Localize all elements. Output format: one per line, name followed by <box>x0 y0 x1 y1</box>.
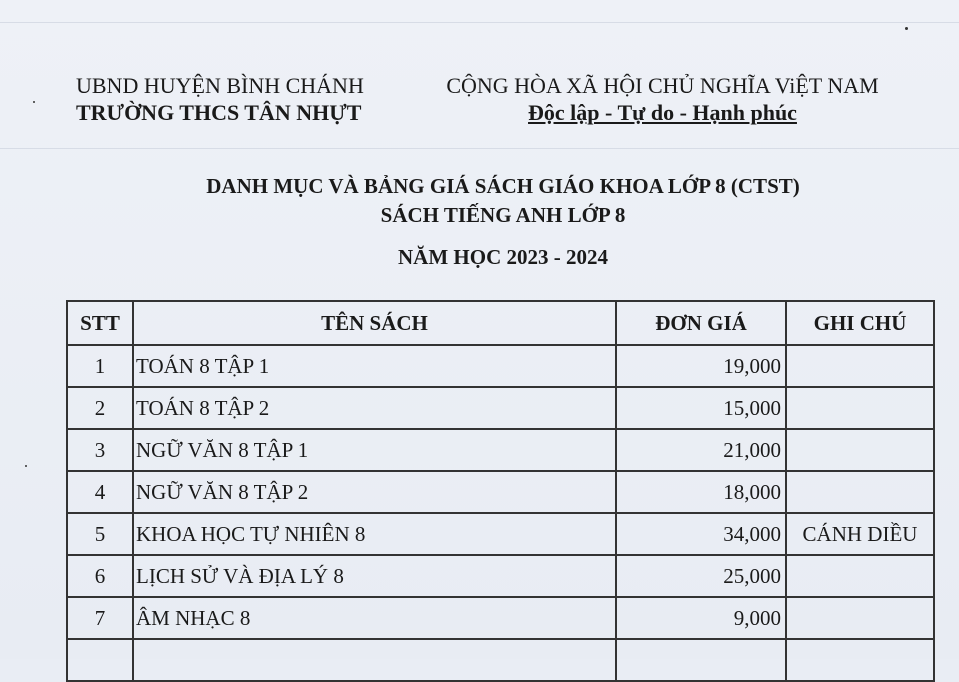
col-header-unit-price: ĐƠN GIÁ <box>616 301 786 345</box>
row-note <box>786 471 934 513</box>
national-motto-block <box>440 72 885 126</box>
row-unit-price-cut <box>616 639 786 681</box>
scan-line <box>0 148 959 149</box>
row-stt-cut <box>67 639 133 681</box>
scan-speck <box>905 27 908 30</box>
row-unit-price: 21,000 <box>616 429 786 471</box>
issuer-block <box>76 72 396 126</box>
row-note <box>786 387 934 429</box>
row-stt: 7 <box>67 597 133 639</box>
table-row-partial <box>67 639 934 681</box>
table-row <box>67 387 934 429</box>
row-unit-price: 18,000 <box>616 471 786 513</box>
row-stt: 4 <box>67 471 133 513</box>
row-book-name: TOÁN 8 TẬP 1 <box>133 345 616 387</box>
scan-speck <box>33 101 35 103</box>
motto: Độc lập - Tự do - Hạnh phúc <box>528 100 797 125</box>
row-note <box>786 597 934 639</box>
document-title: DANH MỤC VÀ BẢNG GIÁ SÁCH GIÁO KHOA LỚP 8 (CTST) <box>206 174 800 198</box>
col-header-book-name: TÊN SÁCH <box>133 301 616 345</box>
table-row <box>67 555 934 597</box>
price-table <box>66 300 935 682</box>
row-book-name: KHOA HỌC TỰ NHIÊN 8 <box>133 513 616 555</box>
row-unit-price: 15,000 <box>616 387 786 429</box>
row-book-name: TOÁN 8 TẬP 2 <box>133 387 616 429</box>
table-header-row <box>67 301 934 345</box>
col-header-stt: STT <box>67 301 133 345</box>
district-name: UBND HUYỆN BÌNH CHÁNH <box>76 73 364 98</box>
title-block <box>0 172 959 272</box>
table-row <box>67 345 934 387</box>
row-book-name: NGỮ VĂN 8 TẬP 2 <box>133 471 616 513</box>
table-row <box>67 429 934 471</box>
row-stt: 3 <box>67 429 133 471</box>
row-note-cut <box>786 639 934 681</box>
scan-line <box>0 22 959 23</box>
table-row <box>67 513 934 555</box>
school-name: TRƯỜNG THCS TÂN NHỰT <box>76 100 362 125</box>
row-stt: 1 <box>67 345 133 387</box>
row-book-name: NGỮ VĂN 8 TẬP 1 <box>133 429 616 471</box>
country-name: CỘNG HÒA XÃ HỘI CHỦ NGHĨA ViỆT NAM <box>446 73 879 98</box>
row-stt: 5 <box>67 513 133 555</box>
row-book-name: LỊCH SỬ VÀ ĐỊA LÝ 8 <box>133 555 616 597</box>
row-book-name-cut <box>133 639 616 681</box>
row-note: CÁNH DIỀU <box>786 513 934 555</box>
row-unit-price: 9,000 <box>616 597 786 639</box>
row-stt: 2 <box>67 387 133 429</box>
row-note <box>786 555 934 597</box>
row-unit-price: 19,000 <box>616 345 786 387</box>
scan-speck <box>25 465 27 467</box>
col-header-note: GHI CHÚ <box>786 301 934 345</box>
school-year: NĂM HỌC 2023 - 2024 <box>398 245 608 269</box>
row-note <box>786 429 934 471</box>
document-subtitle: SÁCH TIẾNG ANH LỚP 8 <box>380 203 626 227</box>
table-row <box>67 471 934 513</box>
table-row <box>67 597 934 639</box>
row-unit-price: 34,000 <box>616 513 786 555</box>
row-unit-price: 25,000 <box>616 555 786 597</box>
row-book-name: ÂM NHẠC 8 <box>133 597 616 639</box>
row-note <box>786 345 934 387</box>
row-stt: 6 <box>67 555 133 597</box>
